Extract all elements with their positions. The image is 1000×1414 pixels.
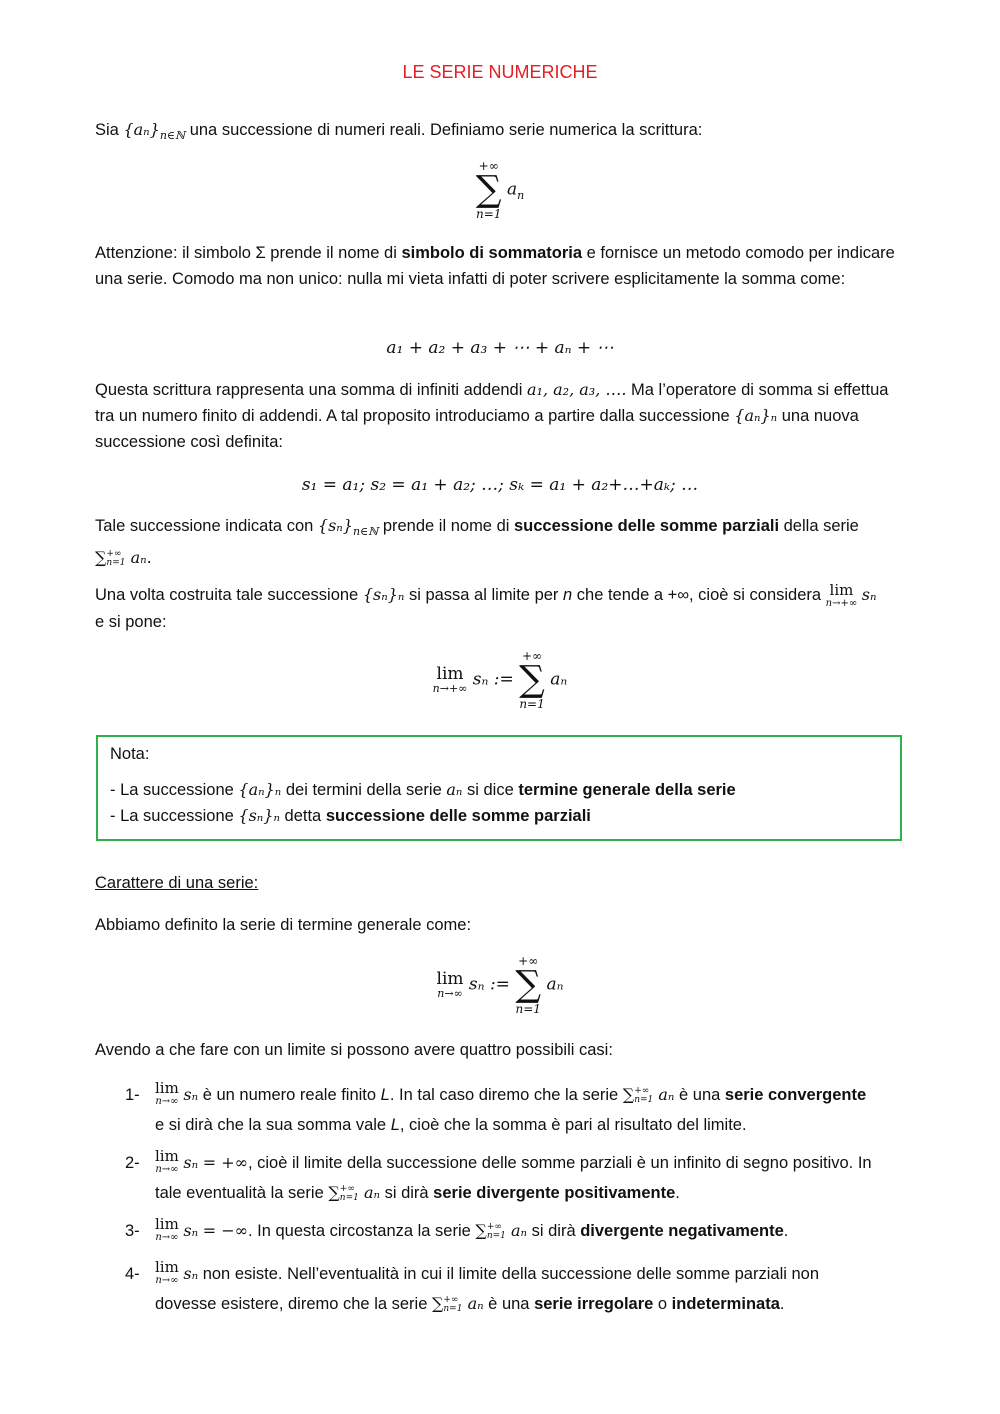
limit-definition-equation: lim n→+∞ sₙ := +∞ ∑ n=1 aₙ (432, 649, 568, 711)
abbiamo-paragraph: Abbiamo definito la serie di termine generale come: (95, 916, 472, 934)
intro-paragraph (95, 117, 907, 149)
intro-text-end: una successione di numeri reali. Definiamo serie numerica la scrittura: (185, 121, 703, 139)
inline-sum: ∑ +∞ n=1 aₙ. (95, 548, 152, 568)
nota-item-1: - La successione {aₙ}ₙ dei termini della serie aₙ si dice termine generale della serie (110, 780, 736, 799)
una-volta-paragraph: Una volta costruita tale successione {sₙ}ₙ si passa al limite per n che tende a +∞, cioè si considera lim n→+∞ sₙ e si pone: (95, 581, 877, 631)
case-item-1: 1- lim n→∞ sₙ è un numero reale finito L. In tal caso diremo che la serie ∑ +∞ n=1 aₙ è una serie convergente e si dirà che la sua somma vale L, cioè che la somma è pari al risultato del limite. (125, 1079, 867, 1134)
avendo-paragraph: Avendo a che fare con un limite si possono avere quattro possibili casi: (95, 1041, 613, 1059)
section-heading: Carattere di una serie: (95, 874, 259, 892)
expansion-equation: a₁ + a₂ + a₃ + ⋯ + aₙ + ⋯ (386, 338, 614, 358)
tale-paragraph: Tale successione indicata con $\{s_n\}_{n\in ℕ}$ prende il nome di successione delle somme parziali della serie ∑ +∞ n=1 aₙ. (95, 516, 859, 568)
an-sequence: $\{a_n\}_{n\in ℕ}$ (123, 120, 186, 143)
case-item-3: 3- lim n→∞ sₙ = −∞. In questa circostanza la serie ∑ +∞ n=1 aₙ si dirà divergente negativamente. (125, 1215, 789, 1243)
page-title: LE SERIE NUMERICHE (402, 62, 598, 82)
partial-sums-equation: s₁ = a₁; s₂ = a₁ + a₂; …; sₖ = a₁ + a₂+…+aₖ; … (301, 475, 699, 495)
questa-paragraph: Questa scrittura rappresenta una somma di infiniti addendi a₁, a₂, a₃, …. Ma l’operatore di somma si effettua tra un numero finito di addendi. A tal proposito introduciamo a partire dalla successione {aₙ}ₙ una nuova successione così definita: (95, 380, 889, 451)
limit-definition-equation-2: lim n→∞ sₙ := +∞ ∑ n=1 aₙ (436, 954, 564, 1016)
case-item-2: 2- lim n→∞ sₙ = +∞, cioè il limite della successione delle somme parziali è un infinito di segno positivo. In tale eventualità la serie ∑ +∞ n=1 aₙ si dirà serie divergente positivamente. (125, 1147, 872, 1203)
nota-item-2: - La successione {sₙ}ₙ detta successione delle somme parziali (110, 806, 591, 825)
case-item-4: 4- lim n→∞ sₙ non esiste. Nell’eventualità in cui il limite della successione delle somme parziali non dovesse esistere, diremo che la serie ∑ +∞ n=1 aₙ è una serie irregolare o indeterminata. (125, 1258, 820, 1314)
nota-title: Nota: (110, 745, 150, 763)
nota-box (96, 735, 902, 841)
bold-term: simbolo di sommatoria (401, 244, 583, 262)
intro-text: Sia (95, 121, 124, 139)
sum-display: +∞ ∑ n=1 $a_n$ (475, 159, 525, 221)
attenzione-paragraph: Attenzione: il simbolo Σ prende il nome di simbolo di sommatoria e fornisce un metodo comodo per indicare una serie. Comodo ma non unico: nulla mi vieta infatti di poter scrivere esplicitamente la somma come: (95, 244, 895, 288)
